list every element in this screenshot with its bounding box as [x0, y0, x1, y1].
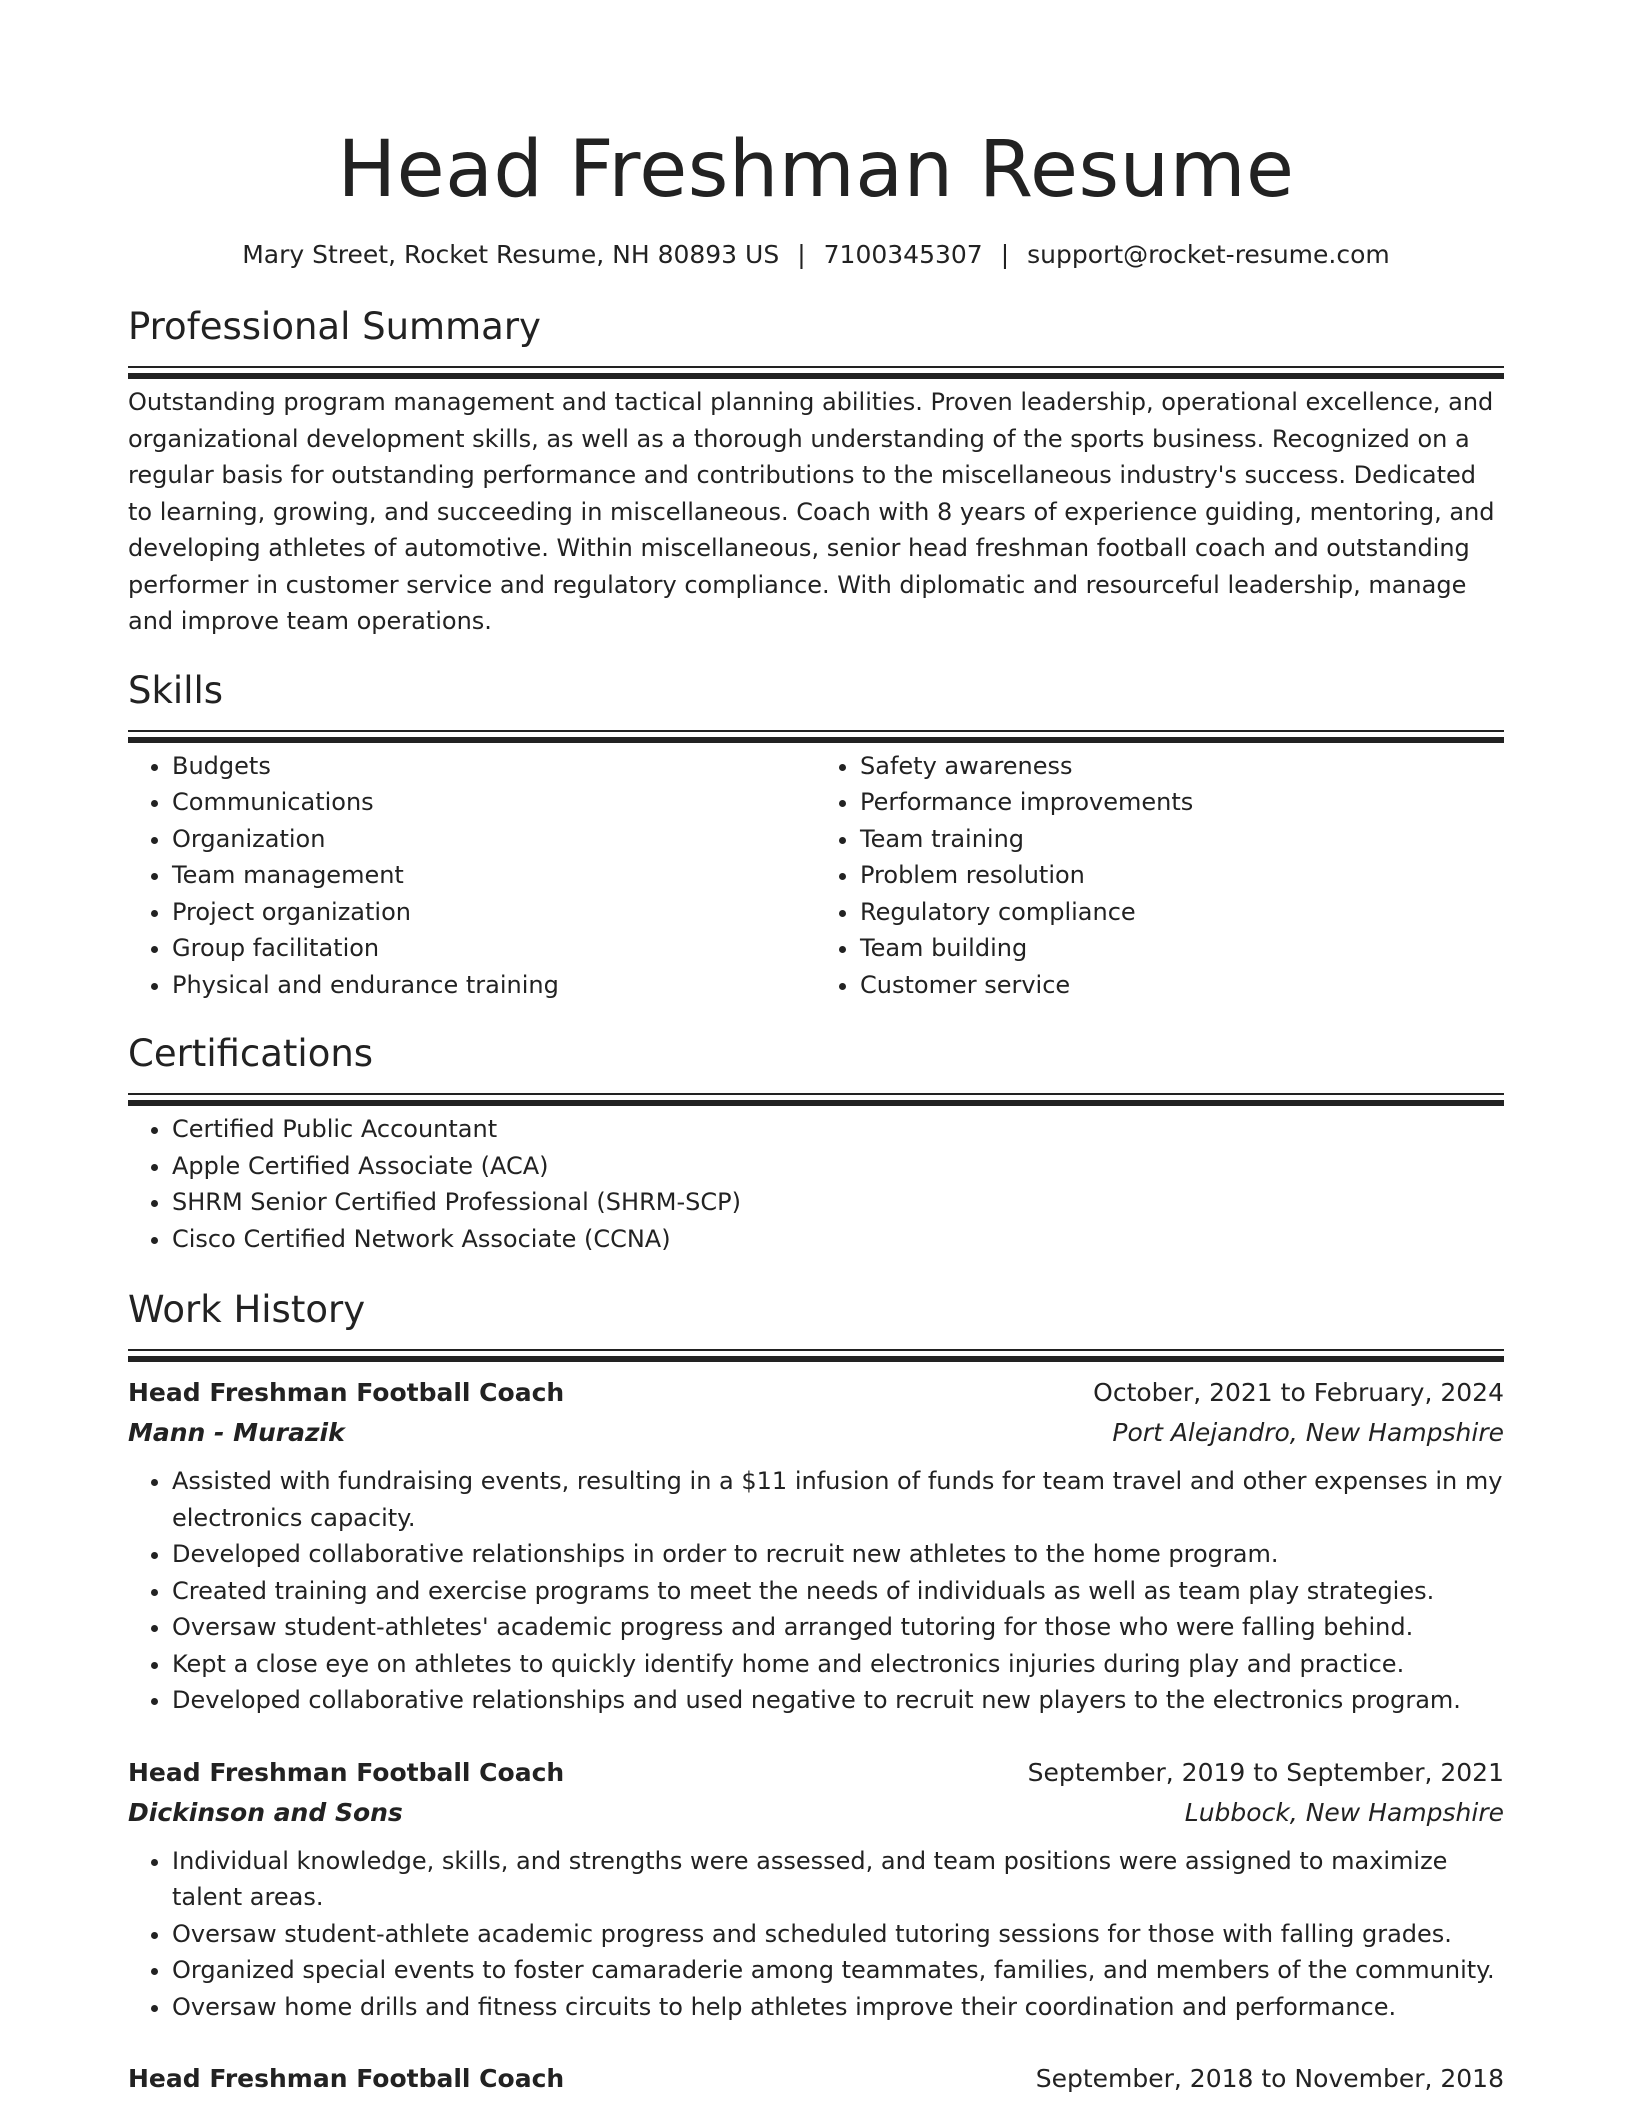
job-bullet: • Oversaw student-athlete academic progress and scheduled tutoring sessions for those with falling grades. [172, 1916, 1504, 1953]
job-header [128, 2059, 1504, 2099]
skill-item: • Organization [172, 821, 816, 858]
section-rule [128, 1093, 1504, 1095]
certification-item: • Cisco Certified Network Associate (CCNA) [172, 1221, 1504, 1258]
job-bullet: • Developed collaborative relationships in order to recruit new athletes to the home program. [172, 1536, 1504, 1573]
job-entry [128, 1753, 1504, 2026]
section-rule [128, 1349, 1504, 1351]
skills-section [128, 666, 1504, 1004]
skill-item: • Physical and endurance training [172, 967, 816, 1004]
skill-item: • Team building [860, 930, 1504, 967]
job-dates: September, 2019 to September, 2021 [1027, 1757, 1504, 1787]
job-subheader [128, 1793, 1504, 1833]
contact-email: support@rocket-resume.com [1027, 240, 1390, 269]
job-entry [128, 1373, 1504, 1719]
job-bullet: • Created training and exercise programs to meet the needs of individuals as well as team play strategies. [172, 1573, 1504, 1610]
job-dates: October, 2021 to February, 2024 [1093, 1378, 1504, 1407]
certification-item: • SHRM Senior Certified Professional (SHRM-SCP) [172, 1184, 1504, 1221]
contact-phone: 7100345307 [823, 240, 983, 269]
contact-separator: | [1000, 240, 1010, 269]
job-header [128, 1753, 1504, 1793]
resume-title: Head Freshman Resume [337, 125, 1295, 215]
skills-list-right [816, 748, 1504, 1004]
section-rule [128, 366, 1504, 368]
job-entry [128, 2059, 1504, 2099]
section-heading-work-history: Work History [128, 1288, 366, 1331]
contact-address: Mary Street, Rocket Resume, NH 80893 US [242, 240, 780, 269]
job-bullet: • Organized special events to foster camaraderie among teammates, families, and members of the community. [172, 1952, 1504, 1989]
certification-item: • Certified Public Accountant [172, 1111, 1504, 1148]
skill-item: • Performance improvements [860, 784, 1504, 821]
job-location: Lubbock, New Hampshire [1184, 1797, 1504, 1827]
job-bullet: • Developed collaborative relationships and used negative to recruit new players to the electronics program. [172, 1682, 1504, 1719]
certifications-list [128, 1111, 1504, 1257]
skill-item: • Budgets [172, 748, 816, 785]
job-bullet: • Assisted with fundraising events, resulting in a $11 infusion of funds for team travel and other expenses in my electronics capacity. [172, 1463, 1504, 1536]
skill-item: • Communications [172, 784, 816, 821]
skill-item: • Customer service [860, 967, 1504, 1004]
section-rule [128, 730, 1504, 732]
skill-item: • Team training [860, 821, 1504, 858]
job-title: Head Freshman Football Coach [128, 1757, 565, 1787]
job-header [128, 1373, 1504, 1413]
job-bullets [128, 1463, 1504, 1719]
summary-section [128, 302, 1504, 640]
skill-item: • Team management [172, 857, 816, 894]
job-dates: September, 2018 to November, 2018 [1035, 2064, 1504, 2093]
job-bullet: • Oversaw home drills and fitness circuits to help athletes improve their coordination and performance. [172, 1989, 1504, 2026]
job-title: Head Freshman Football Coach [128, 1378, 565, 1407]
job-bullet: • Kept a close eye on athletes to quickly identify home and electronics injuries during play and practice. [172, 1646, 1504, 1683]
skill-item: • Problem resolution [860, 857, 1504, 894]
job-bullet: • Individual knowledge, skills, and strengths were assessed, and team positions were assigned to maximize talent areas. [172, 1843, 1504, 1916]
job-subheader [128, 1413, 1504, 1453]
skills-list-left [128, 748, 816, 1004]
skills-grid [128, 748, 1504, 1004]
job-company: Dickinson and Sons [128, 1797, 403, 1827]
summary-text: Outstanding program management and tactical planning abilities. Proven leadership, operational excellence, and organizational development skills, as well as a thorough understanding of the sports business. Recognized on a regular basis for outstanding performance and contributions to the miscellaneous industry's success. Dedicated to learning, growing, and succeeding in miscellaneous. Coach with 8 years of experience guiding, mentoring, and developing athletes of automotive. Within miscellaneous, senior head freshman football coach and outstanding performer in customer service and regulatory compliance. With diplomatic and resourceful leadership, manage and improve team operations. [128, 388, 1495, 635]
skill-item: • Regulatory compliance [860, 894, 1504, 931]
section-heading-skills: Skills [128, 668, 224, 712]
contact-line [128, 238, 1504, 272]
job-company: Mann - Murazik [128, 1418, 345, 1447]
job-title: Head Freshman Football Coach [128, 2064, 565, 2093]
section-heading-summary: Professional Summary [128, 305, 541, 348]
skill-item: • Group facilitation [172, 930, 816, 967]
work-history-section [128, 1285, 1504, 2099]
job-bullets [128, 1843, 1504, 2026]
section-heading-certifications: Certifications [128, 1032, 374, 1075]
job-bullet: • Oversaw student-athletes' academic progress and arranged tutoring for those who were falling behind. [172, 1609, 1504, 1646]
skill-item: • Project organization [172, 894, 816, 931]
resume-page [128, 0, 1504, 2099]
skill-item: • Safety awareness [860, 748, 1504, 785]
job-location: Port Alejandro, New Hampshire [1112, 1418, 1504, 1447]
certification-item: • Apple Certified Associate (ACA) [172, 1148, 1504, 1185]
certifications-section [128, 1029, 1504, 1257]
contact-separator: | [797, 240, 806, 269]
